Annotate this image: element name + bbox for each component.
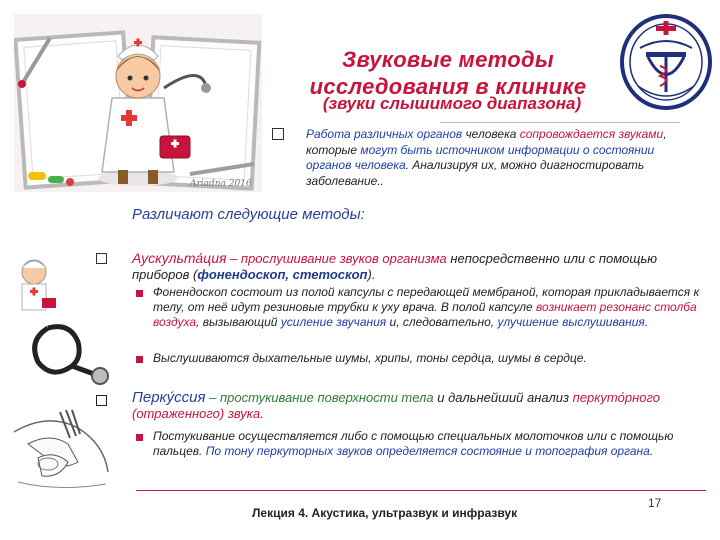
intro-text-5: могут быть источником информации о состоянии органов человека [306,142,655,172]
red-square-bullet-icon [136,356,143,363]
perc-item-text-2: По тону перкуторных звуков [205,444,373,458]
footer-divider [136,490,706,491]
university-seal-logo [620,14,712,110]
auscultation-term: Аускульта́ция [132,250,227,266]
item1-text-5: и, следовательно, [386,315,498,329]
slide-title [268,46,628,100]
item1-text-2: возникает резонанс столба воздуха [153,300,697,329]
perc-item-text-1: Постукивание осуществляется либо с помощью специальных молоточков или с помощью пальцев. [153,429,674,458]
intro-text-6: . Анализируя их, можно диагностировать заболевание.. [306,158,645,188]
percussion-desc: простукивание поверхности тела [219,390,434,405]
percussion-rest: и дальнейший анализ [433,390,573,405]
auscultation-instruments: фонендоскоп, стетоскоп [197,267,368,282]
intro-text-3: сопровождается звуками [519,127,664,141]
percussion-definition [132,390,714,422]
intro-text-4: , которые [306,127,667,157]
intro-paragraph [306,127,702,189]
item1-text-4: усиление звучания [280,315,387,329]
item1-text-1: Фонендоскоп состоит из полой капсулы с передающей мембраной, которая прикладывается к телу, от неё идут резиновые трубки к уху врача. В полой капсуле [153,285,700,314]
title-divider [440,122,680,123]
title-line-1: Звуковые методы [342,47,554,72]
hollow-square-bullet-icon [96,253,107,264]
item1-text-7: . [644,315,649,329]
intro-text-2: человека [462,127,520,141]
page-number: 17 [648,496,662,510]
perc-item-text-3: определяется состояние и топография органа [372,444,650,458]
auscultation-end: ). [367,267,376,282]
methods-heading: Различают следующие методы: [132,206,365,223]
auscultation-dash: – [226,251,241,266]
percussion-hands-icon [8,392,118,502]
percussion-item-1 [153,429,709,459]
nurse-illustration [14,14,262,192]
title-line-2: исследования в клинике [309,74,587,99]
red-square-bullet-icon [136,290,143,297]
intro-text-1: Работа различных органов [306,127,463,141]
percussion-dash: – [205,390,220,405]
slide-subtitle: (звуки слышимого диапазона) [322,94,582,113]
item1-text-3: , вызывающий [196,315,281,329]
svg-text:Ariadna 2016: Ariadna 2016 [190,179,252,189]
footer-lecture-title: Лекция 4. Акустика, ультразвук и инфразвук [252,506,518,520]
percussion-dot: . [260,406,264,421]
stethoscope-icon [8,250,118,390]
percussion-term: Перку́ссия [132,389,206,406]
hollow-square-bullet-icon [96,395,107,406]
perc-item-text-4: . [649,444,654,458]
hollow-square-bullet-icon [272,128,284,140]
auscultation-rest: непосредственно или с помощью приборов ( [132,251,658,282]
auscultation-item-2: Выслушиваются дыхательные шумы, хрипы, тоны сердца, шумы в сердце. [153,351,587,365]
auscultation-desc: прослушивание звуков организма [240,251,447,266]
percussion-sound: перкуто́рного [572,390,660,405]
red-square-bullet-icon [136,434,143,441]
auscultation-item-1 [153,285,709,330]
auscultation-definition [132,250,704,283]
item1-text-6: улучшение выслушивания [497,315,645,329]
percussion-reflected: (отраженного) звука [132,406,261,421]
